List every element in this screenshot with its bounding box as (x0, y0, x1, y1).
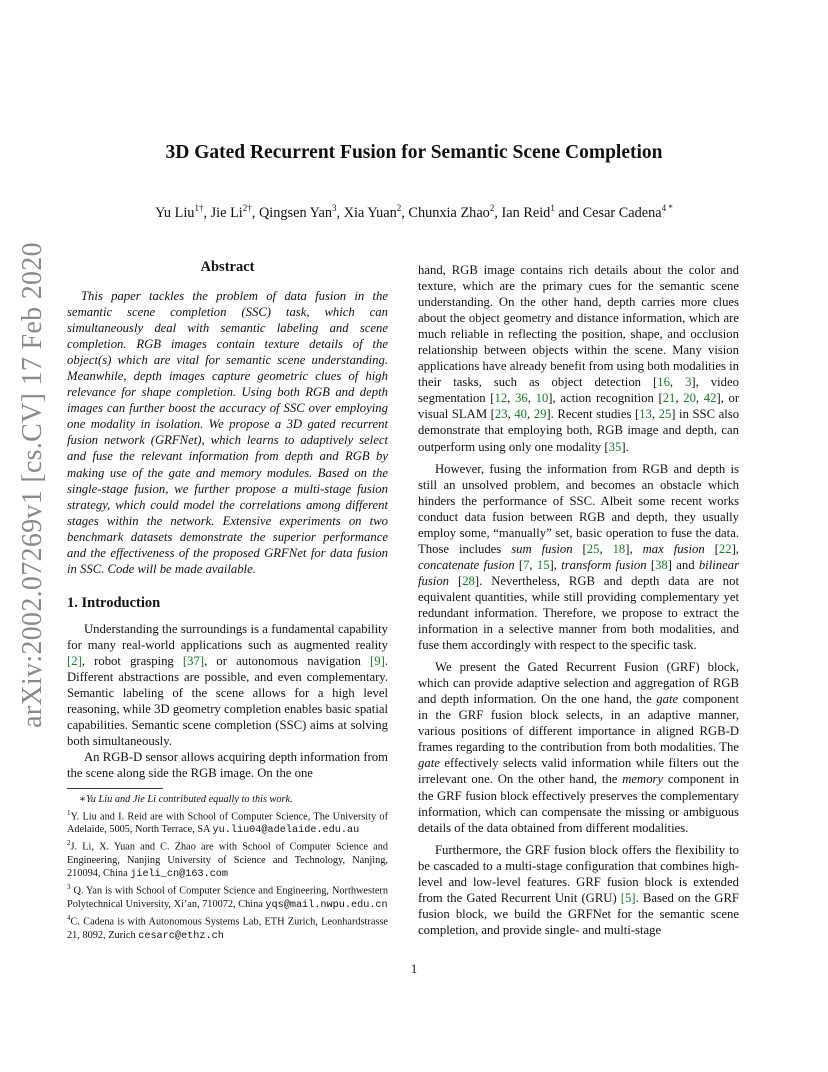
body-text: component in the GRF fusion block effectively preserves the complementary information, which can compensate the missing or ambiguous details of the data obtained from different modalities. (418, 772, 739, 835)
body-text: ], video segmentation [ (418, 375, 739, 406)
citation-link[interactable]: 10 (535, 391, 549, 406)
body-text: [ (572, 541, 587, 556)
emphasis: gate (656, 692, 679, 707)
body-text: hand, RGB image contains rich details about the color and texture, which are the primary cues for the semantic scene understanding. On the other hand, depth carries more clues about the object geometry and distance information, which are much reliable in reflecting the position, shape, and occlusion relationship between objects within the scene. Many vision applications have already benefit from using both modalities in their tasks, such as object detection [ (418, 263, 739, 390)
body-text: , (651, 407, 659, 422)
citation-link[interactable]: 21 (662, 391, 676, 406)
footnote-affiliation-4 (67, 912, 388, 943)
page-number: 1 (410, 962, 418, 976)
citation-link[interactable]: 22 (718, 541, 732, 556)
footnote-text: C. Cadena is with Autonomous Systems Lab, ETH Zurich, Leonhardstrasse 21, 8092, Zurich (67, 916, 388, 941)
author-affiliation: 2 (396, 203, 402, 213)
citation-link[interactable]: 7 (523, 557, 530, 572)
body-text: , (507, 407, 515, 422)
intro-paragraph-1 (67, 621, 388, 749)
emphasis: sum fusion (511, 541, 573, 556)
footnote-marker: 3 (67, 883, 71, 892)
section-heading-introduction: 1. Introduction (67, 594, 161, 611)
author-separator: , (336, 204, 344, 221)
citation-link[interactable]: [9] (370, 653, 385, 668)
right-column (418, 262, 739, 938)
emphasis: max fusion (642, 541, 705, 556)
body-text: ]. Nevertheless, RGB and depth data are not equivalent quantities, while still providing complementary yet redundant information. Therefore, we propose to extract the information in a selective manner from both modalities, and fuse them accordingly with respect to the specific task. (418, 573, 739, 653)
citation-link[interactable]: 35 (608, 439, 622, 454)
intro-paragraph-4 (418, 659, 739, 836)
author-separator: and (554, 204, 583, 221)
author-separator: , (251, 204, 259, 221)
arxiv-stamp-text: arXiv:2002.07269v1 [cs.CV] 17 Feb 2020 (17, 242, 48, 728)
citation-link[interactable]: 18 (612, 541, 626, 556)
arxiv-stamp (8, 242, 58, 728)
citation-link[interactable]: 15 (536, 557, 550, 572)
author-name: Chunxia Zhao (408, 204, 490, 221)
emphasis: memory (622, 772, 664, 787)
citation-link[interactable]: 28 (462, 573, 475, 588)
email-address[interactable]: cesarc@ethz.ch (138, 930, 224, 942)
body-text: . Different abstractions are possible, and even complementary. Semantic labeling of the scene allows for a high level reasoning, while 3D geometry completion enables basic spatial capabilities. Semantic scene completion (SSC) aims at solving both simultaneously. (67, 653, 388, 749)
author-affiliation: 1† (194, 203, 204, 213)
body-text: ], (549, 557, 562, 572)
email-address[interactable]: jieli_cn@163.com (130, 869, 229, 881)
emphasis: concatenate fusion (418, 557, 515, 572)
body-text: , (529, 557, 537, 572)
email-address[interactable]: yu.liu04@adelaide.edu.au (212, 825, 360, 837)
footnote-affiliation-3 (67, 881, 388, 912)
citation-link[interactable]: 12 (494, 391, 508, 406)
emphasis: transform fusion (561, 557, 647, 572)
body-text: , (599, 541, 613, 556)
citation-link[interactable]: 16 (657, 375, 670, 390)
body-text: , or autonomous navigation (204, 653, 371, 668)
body-text: ], or visual SLAM [ (418, 391, 740, 422)
footnote-text: Y. Liu and I. Reid are with School of Computer Science, The University of Adelaide, 5005, North Terrace, SA (67, 810, 388, 836)
body-text: , (527, 407, 534, 422)
footnote-marker: 4 (67, 914, 71, 923)
body-text: However, fusing the information from RGB and depth is still an unsolved problem, and becomes an obstacle which hinders the performance of SSC. Albeit some recent works conduct data fusion between RGB and depth, they usually employ some, “manually” set, basic operation to fuse the data. Those includes (418, 461, 739, 556)
body-text: , (675, 391, 684, 406)
author-affiliation: 1 (550, 203, 555, 213)
author-name: Xia Yuan (343, 204, 397, 221)
author-separator: , (401, 204, 409, 221)
citation-link[interactable]: [5] (620, 890, 636, 905)
footnote-text: Q. Yan is with School of Computer Science and Engineering, Northwestern Polytechnical University, Xi’an, 710072, China (67, 885, 388, 910)
footnote-affiliation-1 (67, 807, 388, 838)
body-text: [ (449, 573, 463, 588)
citation-link[interactable]: 20 (683, 391, 696, 406)
author-name: Qingsen Yan (258, 204, 333, 221)
citation-link[interactable]: 23 (494, 407, 508, 422)
intro-paragraph-2: An RGB-D sensor allows acquiring depth information from the scene along side the RGB image. On the one (67, 750, 388, 781)
author-affiliation: 2 (489, 203, 495, 213)
intro-paragraph-2-continued (418, 262, 739, 455)
author-name: Jie Li (210, 204, 243, 221)
author-separator: , (494, 204, 502, 221)
citation-link[interactable]: 36 (515, 391, 528, 406)
citation-link[interactable]: 42 (703, 391, 717, 406)
body-text: ], action recognition [ (548, 391, 663, 406)
author-list (0, 203, 828, 222)
footnote-equal-contribution: ∗Yu Liu and Jie Li contributed equally to this work. (79, 794, 293, 806)
body-text: , (527, 391, 536, 406)
body-text: ]. (621, 439, 629, 454)
author-affiliation: 4 * (661, 203, 673, 213)
citation-link[interactable]: 13 (639, 407, 652, 422)
footnote-text: J. Li, X. Yuan and C. Zhao are with School of Computer Science and Engineering, Nanjing University of Science and Technology, Nanjing, 210094, China (67, 841, 388, 880)
body-text: We present the Gated Recurrent Fusion (GRF) block, which can provide adaptive selection and aggregation of RGB and depth information. On the one hand, the (418, 660, 739, 707)
email-address[interactable]: yqs@mail.nwpu.edu.cn (265, 900, 388, 911)
author-name: Yu Liu (155, 204, 195, 221)
body-text: , (669, 375, 686, 390)
body-text: ], (731, 541, 739, 556)
body-text: , (695, 391, 704, 406)
intro-paragraph-3 (418, 461, 739, 654)
body-text: , (507, 391, 516, 406)
body-text: ] in SSC also demonstrate that employing both, RGB image and depth, can outperform using only one modality [ (418, 407, 740, 454)
body-text: Understanding the surroundings is a fundamental capability for many real-world applications such as augmented reality (67, 621, 388, 652)
emphasis: bilinear fusion (418, 557, 740, 588)
citation-link[interactable]: 29 (533, 407, 547, 422)
body-text: ]. Recent studies [ (546, 407, 640, 422)
body-text: . Based on the GRF fusion block, we build the GRFNet for the semantic scene completion, and provide single- and multi-stage (418, 890, 739, 937)
footnote-marker: 2 (67, 839, 71, 848)
body-text: [ (704, 541, 719, 556)
citation-link[interactable]: 40 (514, 407, 527, 422)
body-text: effectively selects valid information while filters out the irrelevant one. On the other hand, the (418, 756, 739, 787)
body-text: ], (625, 541, 643, 556)
body-text: component in the GRF fusion block selects, in an adaptive manner, various positions of different importance in aligned RGB-D frames regarding to the contribution from both modalities. The (418, 692, 739, 755)
citation-link[interactable]: 25 (586, 541, 600, 556)
body-text: [ (646, 557, 656, 572)
left-column (67, 258, 388, 943)
citation-link[interactable]: [37] (182, 653, 205, 668)
citation-link[interactable]: [2] (67, 653, 82, 668)
abstract-heading: Abstract (200, 259, 255, 275)
author-name: Cesar Cadena (582, 204, 662, 221)
citation-link[interactable]: 3 (685, 375, 692, 390)
paper-title: 3D Gated Recurrent Fusion for Semantic Scene Completion (165, 142, 663, 163)
citation-link[interactable]: 38 (655, 557, 668, 572)
author-affiliation: 2† (242, 203, 252, 213)
emphasis: gate (418, 756, 440, 771)
footnote-marker: 1 (67, 808, 71, 817)
author-separator: , (203, 204, 211, 221)
body-text: Furthermore, the GRF fusion block offers the flexibility to be cascaded to a multi-stage configuration that combines high-level and low-level features. GRF fusion block is extended from the Gated Recurrent Unit (GRU) (418, 842, 739, 905)
body-text: [ (514, 557, 524, 572)
abstract-text: This paper tackles the problem of data fusion in the semantic scene completion (SSC) task, which can simultaneously deal with semantic labeling and scene completion. RGB images contain texture details of the object(s) which are vital for semantic scene understanding. Meanwhile, depth images capture geometric clues of high relevance for shape completion. Using both RGB and depth images can further boost the accuracy of SSC over employing one modality in isolation. We propose a 3D gated recurrent fusion network (GRFNet), which learns to adaptively select and fuse the relevant information from depth and RGB by making use of the gate and memory modules. Based on the single-stage fusion, we further propose a multi-stage fusion strategy, which could model the correlations among different stages within the network. Extensive experiments on two benchmark datasets demonstrate the superior performance and the effectiveness of the proposed GRFNet for data fusion in SSC. Code will be made available. (67, 289, 388, 576)
author-name: Ian Reid (501, 204, 551, 221)
body-text: , robot grasping (81, 653, 183, 668)
footnote-divider (67, 788, 163, 789)
body-text: ] and (667, 557, 699, 572)
citation-link[interactable]: 25 (658, 407, 672, 422)
intro-paragraph-5 (418, 842, 739, 938)
author-affiliation: 3 (332, 203, 337, 213)
footnote-affiliation-2 (67, 837, 388, 881)
